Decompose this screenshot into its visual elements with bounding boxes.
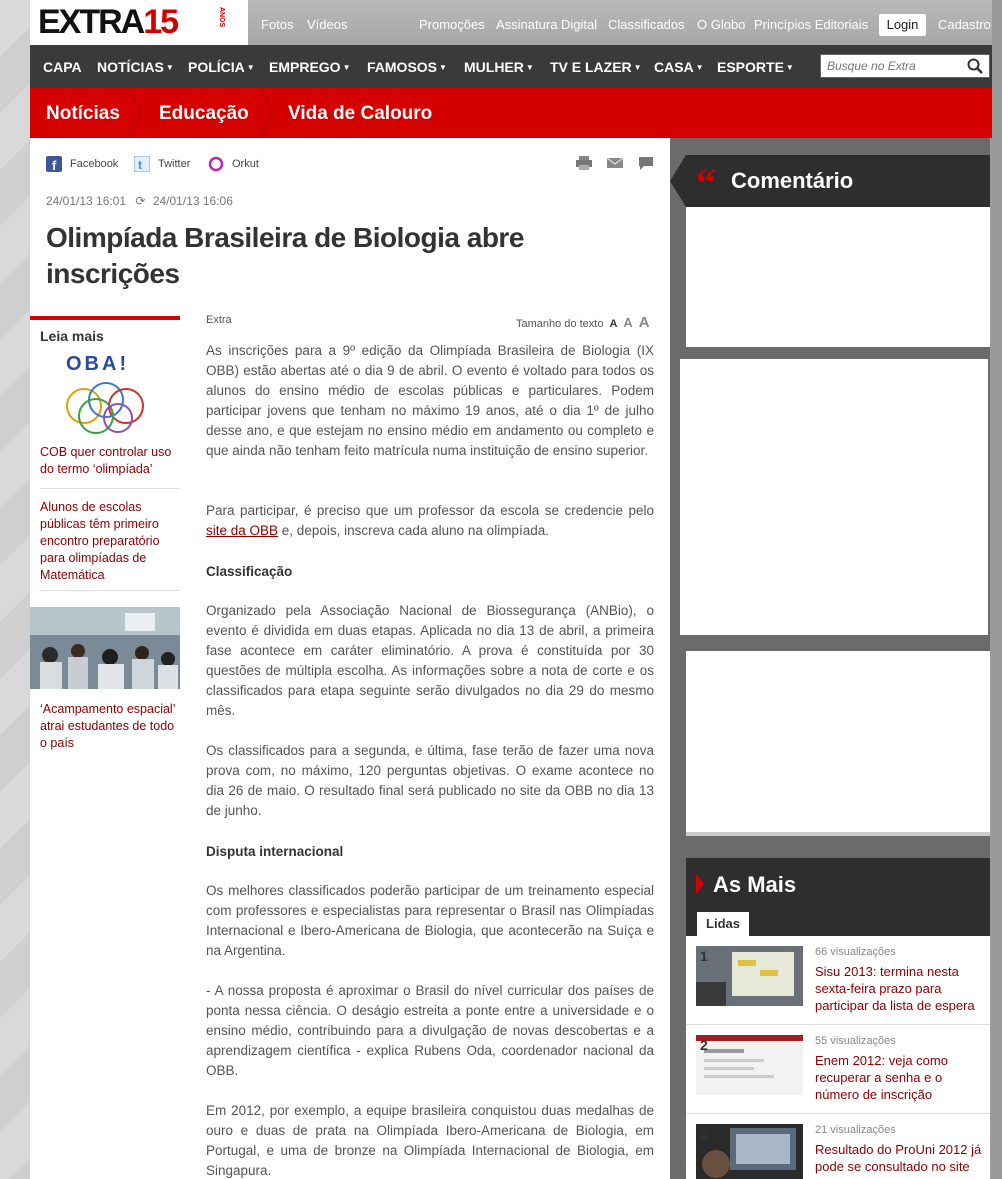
- comentario-title: Comentário: [731, 168, 854, 193]
- top-link-assinatura[interactable]: Assinatura Digital: [496, 17, 598, 32]
- oba-logo-thumbnail[interactable]: [60, 350, 156, 442]
- chevron-down-icon: ▼: [439, 63, 447, 72]
- view-count: 21 visualizações: [815, 1124, 896, 1136]
- top-link-classificados[interactable]: Classificados: [608, 17, 685, 32]
- share-orkut[interactable]: [208, 156, 259, 172]
- top-bar: [30, 0, 992, 45]
- share-orkut-label: Orkut: [232, 158, 259, 170]
- nav-item-tv-lazer[interactable]: TV E LAZER ▼: [550, 59, 642, 75]
- nav-item-casa[interactable]: CASA ▼: [654, 59, 704, 75]
- view-count: 55 visualizações: [815, 1035, 896, 1047]
- logo[interactable]: [30, 0, 248, 45]
- print-icon[interactable]: [576, 156, 592, 170]
- breadcrumb-vida-de-calouro[interactable]: Vida de Calouro: [288, 103, 433, 124]
- article-paragraph: Em 2012, por exemplo, a equipe brasileira conquistou duas medalhas de ouro e duas de prata na Olimpíada Ibero-Americana de Biologia, em Portugal, e uma de bronze na Olimpíada Internacional de Biologia, em Singapura.: [206, 1103, 654, 1178]
- text-size-label: Tamanho do texto: [516, 318, 604, 330]
- list-item[interactable]: [686, 1025, 990, 1114]
- leia-mais-divider: [40, 488, 180, 489]
- chevron-down-icon: ▼: [633, 63, 642, 72]
- facebook-icon: [46, 156, 62, 172]
- article-paragraph: Os melhores classificados poderão participar de um treinamento especial com professores e especialistas para representar o Brasil nas Olimpíadas Internacional e Ibero-Americana de Biologia, que acontecerão na Suíça e na Argentina.: [206, 883, 654, 958]
- search-input[interactable]: [821, 55, 957, 77]
- leia-mais-item[interactable]: COB quer controlar uso do termo ‘olimpíada’: [40, 445, 172, 476]
- email-icon[interactable]: [607, 156, 623, 170]
- page-title: Olimpíada Brasileira de Biologia abre inscrições: [46, 222, 524, 289]
- news-title[interactable]: Enem 2012: veja como recuperar a senha e o número de inscrição: [815, 1053, 948, 1102]
- nav-item-mulher[interactable]: MULHER ▼: [464, 59, 534, 75]
- leia-mais-box: [30, 316, 180, 750]
- chevron-down-icon: ▼: [165, 63, 174, 72]
- chevron-down-icon: ▼: [785, 63, 794, 72]
- chevron-down-icon: ▼: [246, 63, 255, 72]
- article-paragraph: As inscrições para a 9º edição da Olimpíada Brasileira de Biologia (IX OBB) estão abertas até o dia 9 de abril. O evento é voltado para todos os alunos do ensino médio de escolas públicas e particulares. Podem participar jovens que tenham no máximo 19 anos, até o dia 1º de julho desse ano, e que estejam no ensino médio em andamento ou completo e que ainda não tenham feito matrícula numa instituição de ensino superior.: [206, 343, 654, 458]
- leia-mais-item[interactable]: ‘Acampamento espacial’ atrai estudantes de todo o país: [40, 702, 176, 750]
- article-paragraph: - A nossa proposta é aproximar o Brasil do nível curricular dos países de ponta nessa ciência. O deságio estreita a ponte entre a universidade e o ensino médio, contribuindo para a divulgação de novas descobertas e a aprendizagem científica - explica Rubens Oda, coordenador nacional da OBB.: [206, 983, 654, 1078]
- cadastro-link[interactable]: Cadastro: [938, 17, 991, 32]
- share-twitter[interactable]: [134, 156, 190, 172]
- right-sidebar: [670, 138, 990, 1179]
- ad-slot: [686, 651, 990, 836]
- text-size-medium-button[interactable]: A: [623, 315, 633, 330]
- section-heading: Disputa internacional: [206, 844, 344, 859]
- comentario-content: [686, 207, 990, 347]
- news-thumbnail: [696, 1035, 803, 1095]
- list-item[interactable]: [686, 1114, 990, 1179]
- top-link-promocoes[interactable]: Promoções: [419, 17, 485, 32]
- leia-mais-item[interactable]: Alunos de escolas públicas têm primeiro encontro preparatório para olimpíadas de Matemática: [40, 500, 160, 582]
- page-background-left: [0, 0, 30, 1179]
- text-size-large-button[interactable]: A: [638, 314, 650, 331]
- breadcrumb-separator-icon: [128, 88, 142, 138]
- article-area: [30, 138, 670, 1179]
- comentario-notch: [670, 155, 686, 207]
- breadcrumb: [30, 88, 992, 138]
- breadcrumb-separator-icon: [260, 88, 274, 138]
- paragraph-text: Para participar, é preciso que um professor da escola se credencie pelo: [206, 503, 654, 518]
- rank-number: 3: [700, 1126, 708, 1142]
- nav-item-esporte[interactable]: ESPORTE ▼: [717, 59, 794, 75]
- search-box: [820, 54, 990, 78]
- rank-number: 2: [700, 1037, 708, 1053]
- comment-icon[interactable]: [638, 156, 654, 170]
- logo-anos: ANOS: [218, 7, 225, 28]
- nav-item-policia[interactable]: POLÍCIA ▼: [188, 59, 255, 75]
- top-link-principios[interactable]: Princípios Editoriais: [754, 17, 869, 32]
- chevron-down-icon: ▼: [695, 63, 704, 72]
- most-read-list: [686, 936, 990, 1179]
- news-thumbnail: [696, 1124, 803, 1179]
- leia-mais-divider: [30, 316, 180, 320]
- share-facebook[interactable]: [46, 156, 118, 172]
- leia-mais-title: Leia mais: [40, 328, 104, 344]
- main-nav: [30, 45, 992, 88]
- nav-item-noticias[interactable]: NOTÍCIAS ▼: [97, 59, 174, 75]
- top-link-videos[interactable]: Vídeos: [307, 17, 348, 32]
- published-date: 24/01/13 16:01: [46, 194, 127, 208]
- article-paragraph: Os classificados para a segunda, e última, fase terão de fazer uma nova prova com, no máximo, 120 perguntas objetivas. O exame acontece no dia 26 de maio. O resultado final será publicado no site da OBB no dia 13 de junho.: [206, 743, 654, 818]
- updated-date: 24/01/13 16:06: [152, 194, 233, 208]
- paragraph-text: e, depois, inscreva cada aluno na olimpíada.: [278, 523, 549, 538]
- nav-item-capa[interactable]: CAPA: [43, 59, 82, 75]
- svg-text:f: f: [52, 158, 57, 172]
- nav-item-famosos[interactable]: FAMOSOS ▼: [367, 59, 447, 75]
- share-facebook-label: Facebook: [70, 158, 119, 170]
- obb-site-link[interactable]: site da OBB: [206, 523, 279, 538]
- as-mais-title: As Mais: [713, 872, 797, 897]
- tab-lidas[interactable]: Lidas: [697, 912, 749, 936]
- search-icon[interactable]: [967, 58, 983, 74]
- ad-slot: [680, 359, 988, 635]
- quote-icon: “: [696, 160, 716, 205]
- comentario-header: [686, 155, 990, 207]
- classroom-photo[interactable]: [30, 607, 180, 689]
- svg-text:OBA!: OBA!: [66, 353, 130, 375]
- orkut-icon: [208, 156, 224, 172]
- article-paragraph: Organizado pela Associação Nacional de Biossegurança (ANBio), o evento é dividida em duas etapas. Aplicada no dia 13 de abril, a primeira fase acontece em caráter eliminatório. A prova é constituída por 30 questões de múltipla escolha. As informações sobre a nota de corte e os classificados para etapa seguinte serão divulgados no dia 29 do mesmo mês.: [206, 603, 654, 718]
- twitter-icon: [134, 156, 150, 172]
- refresh-icon: ⟳: [135, 194, 146, 208]
- share-twitter-label: Twitter: [158, 158, 191, 170]
- news-thumbnail: [696, 946, 803, 1006]
- news-title[interactable]: Sisu 2013: termina nesta sexta-feira prazo para participar da lista de espera: [815, 964, 975, 1013]
- text-size-control: [516, 314, 650, 331]
- rank-number: 1: [700, 948, 708, 964]
- breadcrumb-educacao[interactable]: Educação: [159, 103, 249, 124]
- article-source: Extra: [206, 314, 232, 326]
- text-size-small-button[interactable]: A: [609, 318, 618, 330]
- breadcrumb-noticias[interactable]: Notícias: [46, 103, 120, 124]
- chevron-down-icon: ▼: [342, 63, 351, 72]
- article-dates: [46, 194, 233, 208]
- as-mais-header: [686, 858, 990, 936]
- news-title[interactable]: Resultado do ProUni 2012 já pode se consultado no site: [815, 1142, 982, 1174]
- page-background-right: [990, 0, 1002, 1179]
- view-count: 66 visualizações: [815, 946, 896, 958]
- nav-item-emprego[interactable]: EMPREGO ▼: [269, 59, 351, 75]
- article-paragraph: [206, 501, 654, 541]
- top-link-fotos[interactable]: Fotos: [261, 17, 294, 32]
- list-item[interactable]: [686, 936, 990, 1025]
- login-button[interactable]: Login: [879, 14, 926, 36]
- svg-text:t: t: [138, 158, 142, 172]
- chevron-down-icon: ▼: [525, 63, 534, 72]
- arrow-right-icon: [696, 874, 704, 894]
- section-heading: Classificação: [206, 564, 293, 579]
- top-link-oglobo[interactable]: O Globo: [697, 17, 746, 32]
- leia-mais-divider: [40, 590, 180, 591]
- logo-text: EXTRA15: [38, 3, 178, 41]
